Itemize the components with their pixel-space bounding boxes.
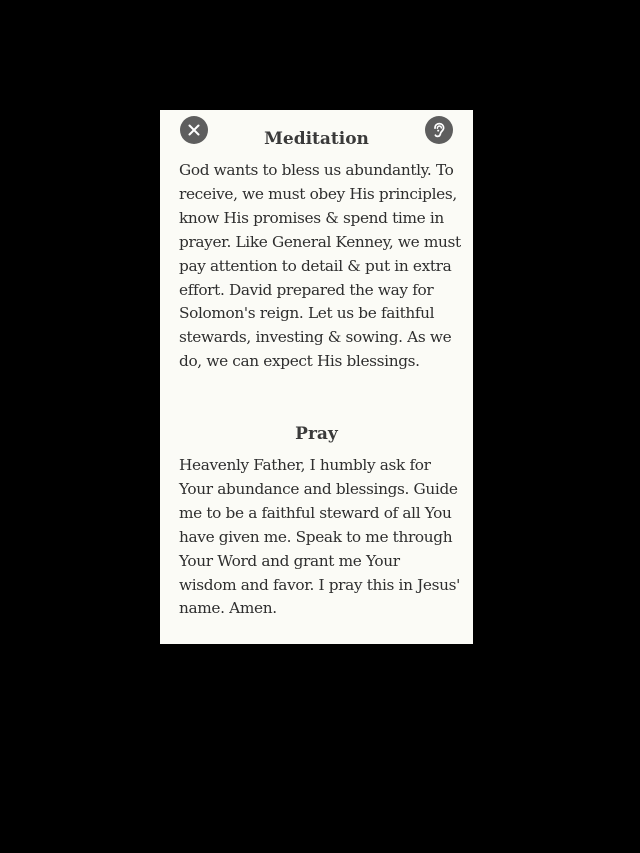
audio-icon <box>431 122 447 138</box>
pray-title: Pray <box>295 424 338 444</box>
meditation-title: Meditation <box>264 129 369 149</box>
meditation-text: God wants to bless us abundantly. To receive, we must obey His principles, know His promises & spend time in prayer. Like General Kenney, we must pay attention to detail & put in extra effort. David prepared the way for Solomon's reign. Let us be faithful stewards, investing & sowing. As we do, we can expect His blessings. <box>179 161 461 371</box>
meditation-dialog <box>160 110 473 644</box>
audio-button[interactable] <box>425 116 453 144</box>
pray-text: Heavenly Father, I humbly ask for Your abundance and blessings. Guide me to be a faithful steward of all You have given me. Speak to me through Your Word and grant me Your wisdom and favor. I pray this in Jesus' name. Amen. <box>179 456 460 618</box>
